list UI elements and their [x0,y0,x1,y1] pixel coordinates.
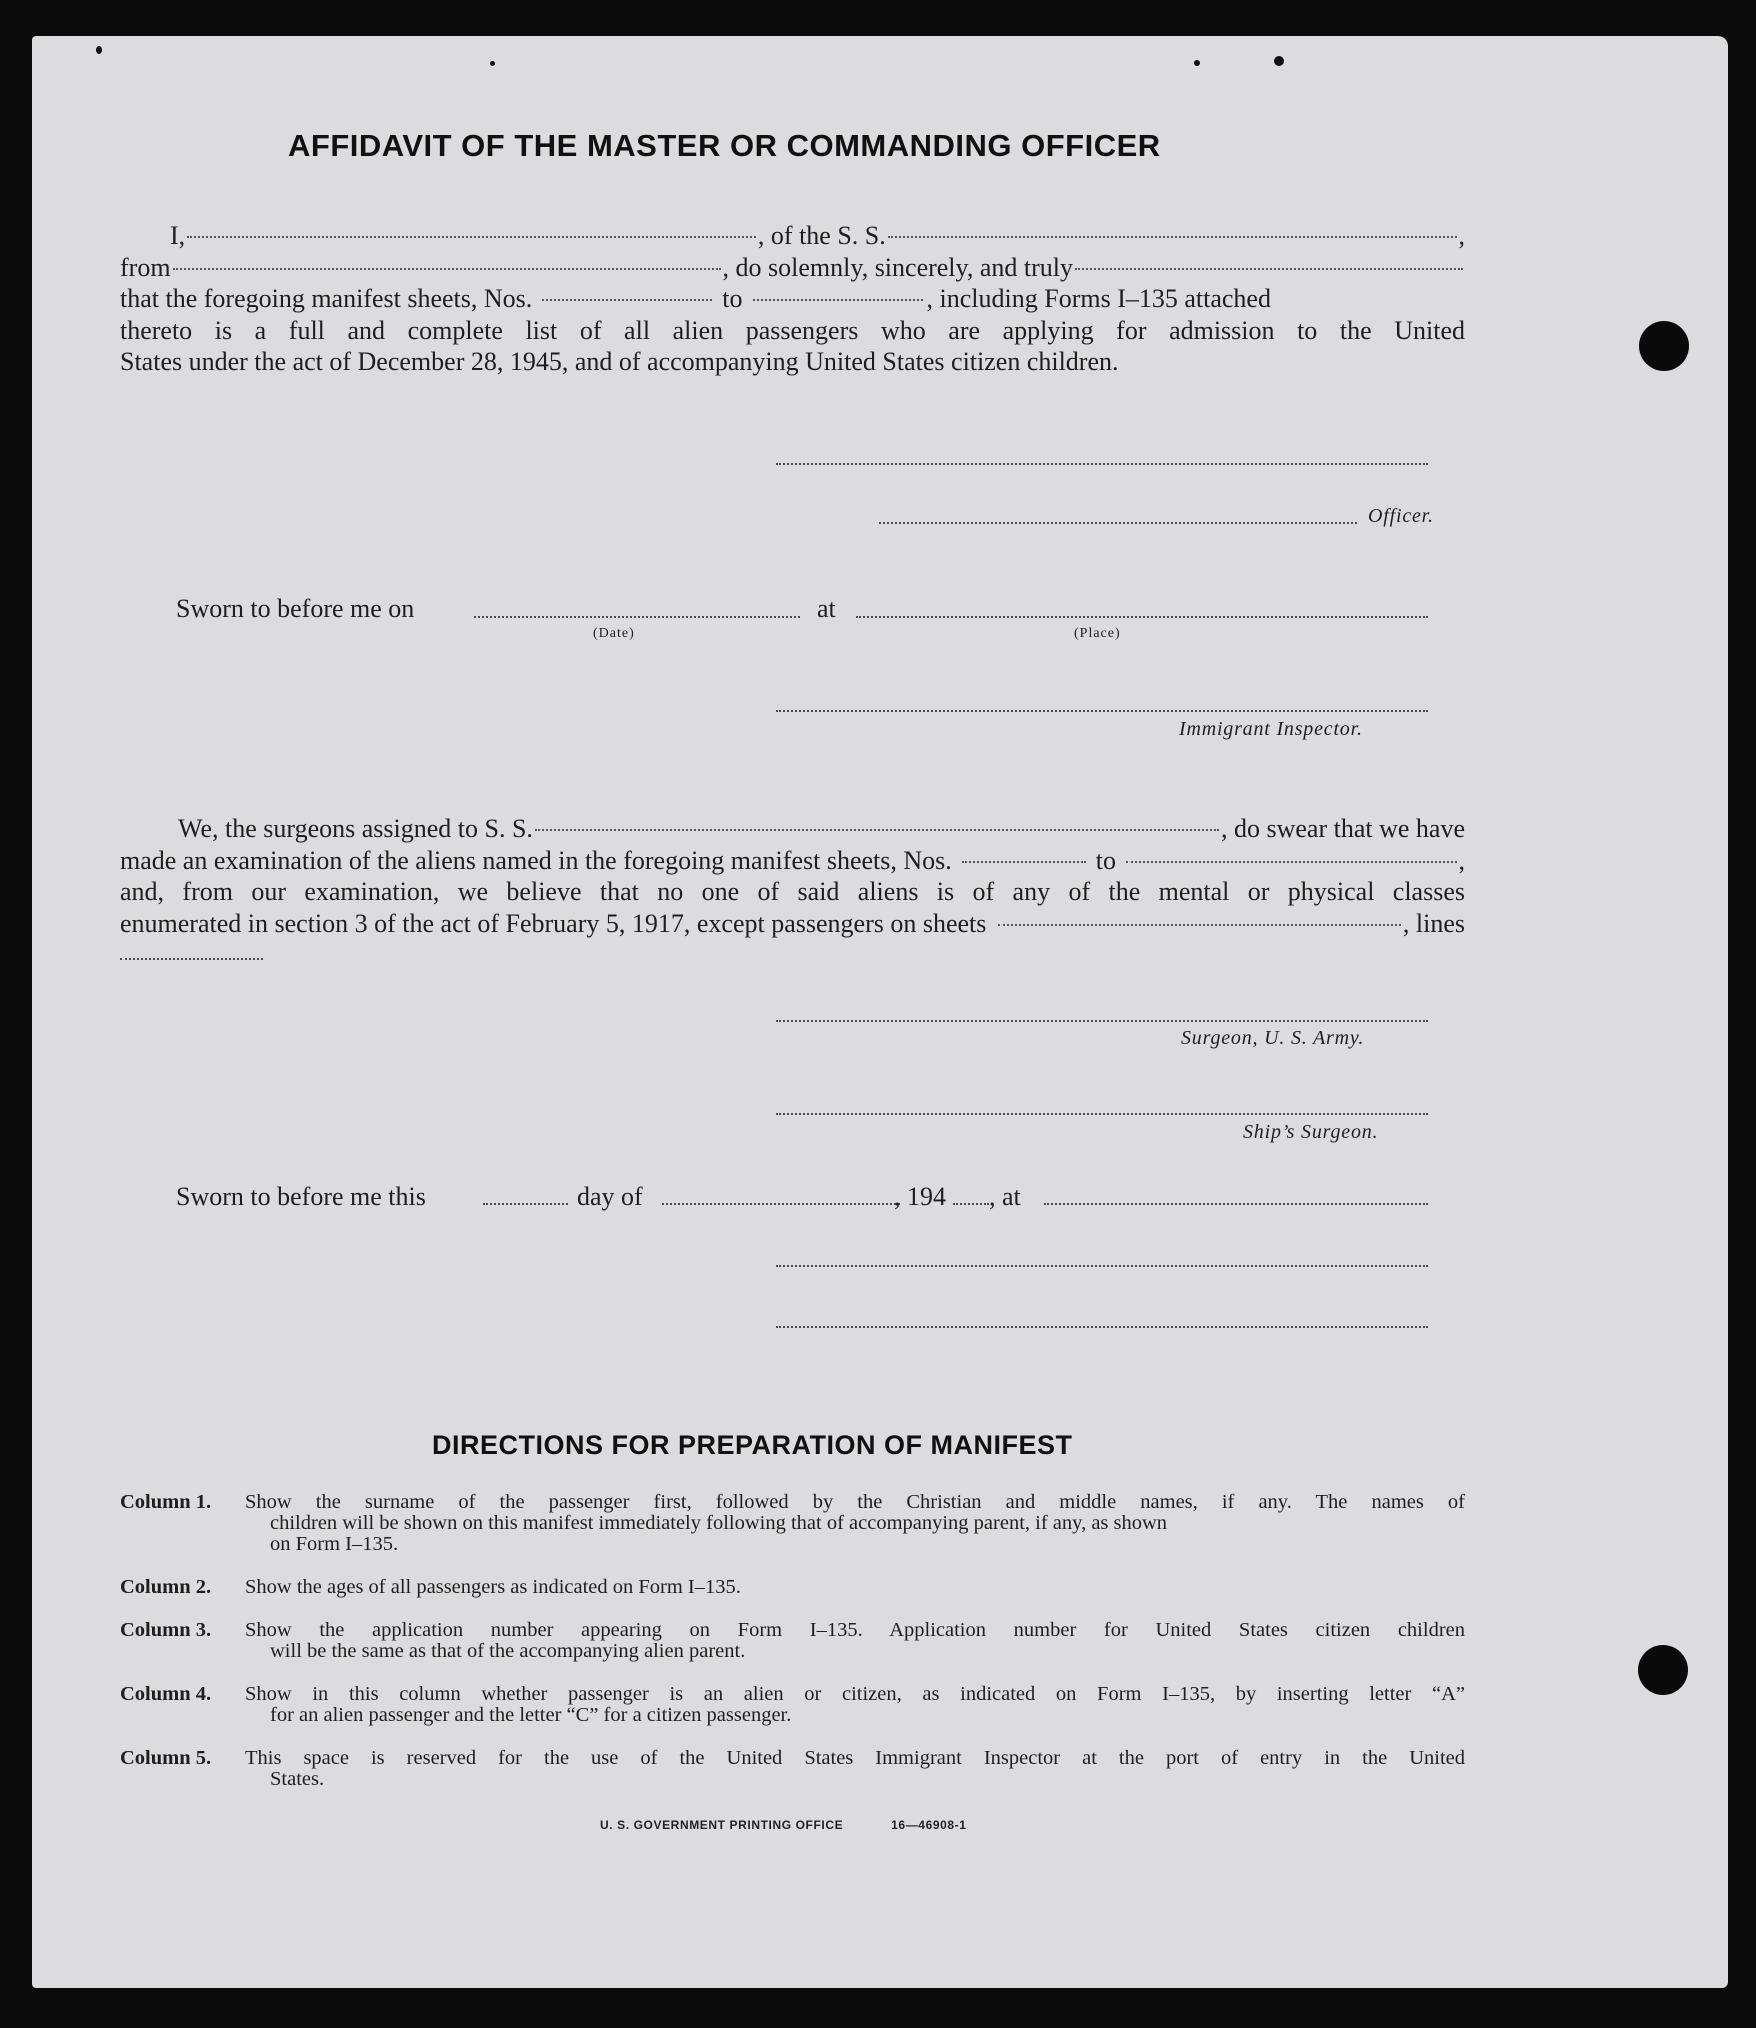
sworn-day-blank[interactable] [483,1203,568,1205]
sworn-year-blank[interactable] [953,1203,989,1205]
direction-text-continued: on Form I–135. [270,1533,399,1555]
affidavit-title: AFFIDAVIT OF THE MASTER OR COMMANDING OFFICER [288,128,1161,163]
direction-text: Show the application number appearing on Form I–135. Application number for United States citizen children [245,1619,1465,1641]
column-number: Column 3. [120,1619,212,1641]
column-number: Column 2. [120,1576,212,1598]
sheets-to-blank[interactable] [753,299,923,301]
sheets-from-blank[interactable] [542,299,712,301]
master-signature-line[interactable] [776,463,1428,465]
officer-signature-line[interactable] [879,522,1357,524]
sworn-date-row: Sworn to before me on [176,594,415,623]
punch-hole-top [1639,321,1689,371]
sworn-place-blank[interactable] [856,616,1428,618]
sworn-date-blank[interactable] [474,616,800,618]
direction-text-continued: for an alien passenger and the letter “C” for a citizen passenger. [270,1704,792,1726]
directions-title: DIRECTIONS FOR PREPARATION OF MANIFEST [432,1430,1073,1460]
witness-signature-line-2[interactable] [776,1326,1428,1328]
ship-surgeon-signature-line[interactable] [776,1113,1428,1115]
except-lines-blank[interactable] [120,958,263,960]
ship-surgeon-label: Ship’s Surgeon. [1243,1121,1379,1143]
witness-signature-line-1[interactable] [776,1265,1428,1267]
printer-imprint: U. S. GOVERNMENT PRINTING OFFICE 16—46908-1 [600,1818,967,1832]
direction-text: This space is reserved for the use of the United States Immigrant Inspector at the port of entry in the United [245,1747,1465,1769]
exam-sheets-from-blank[interactable] [962,861,1086,863]
column-number: Column 4. [120,1683,212,1705]
punch-hole-bottom [1638,1645,1688,1695]
exam-sheets-to-blank[interactable] [1126,861,1457,863]
sworn-month-blank[interactable] [662,1203,900,1205]
officer-label: Officer. [1368,505,1434,527]
surgeon-ship-blank[interactable] [535,829,1219,831]
direction-text-continued: States. [270,1768,325,1790]
direction-item [120,1620,1465,1662]
surgeons-paragraph: We, the surgeons assigned to S. S. , do swear that we have made an examination of the aliens named in the foregoing manifest sheets, Nos. to , and, from our examination, we believe that no one of said aliens is of any of the mental or physical classes enumerated in section 3 of the act of February 5, 1917, except passengers on sheets , lines [120,814,1465,938]
direction-text-continued: will be the same as that of the accompanying alien parent. [270,1640,746,1662]
column-number: Column 1. [120,1491,212,1513]
port-from-blank[interactable] [173,268,721,270]
direction-item [120,1748,1465,1790]
affidavit-paragraph: I, , of the S. S. , from , do solemnly, sincerely, and truly that the foregoing manifest sheets, Nos. to , including Forms I–135 attached thereto is a full and complete list of all alien passengers who are applying for admission to the United States under the act of December 28, 1945, and of accompanying United States citizen children. [120,221,1466,376]
direction-item [120,1577,1465,1598]
inspector-label: Immigrant Inspector. [1179,718,1363,740]
ship-name-blank[interactable] [888,236,1457,238]
direction-item [120,1492,1465,1555]
army-surgeon-label: Surgeon, U. S. Army. [1181,1027,1365,1049]
officer-name-blank[interactable] [187,236,756,238]
directions-list [120,1492,1465,1812]
inspector-signature-line[interactable] [776,710,1428,712]
place-caption: (Place) [1074,626,1121,641]
form-page: AFFIDAVIT OF THE MASTER OR COMMANDING OFFICER I, , of the S. S. , from , do solemnly, sincerely, and truly that the foregoing manifest sheets, Nos. to , including Forms I–135 attached thereto is a full and complete list of all alien passengers who are applying for admission to the United States under the act of December 28, 1945, and of accompanying United States citizen children. Officer. Sworn to before me on at (Date) (Place) Immigrant Inspector. We, the surgeons assigned to S. S. , do swear that we have made an examination of the aliens named in the foregoing manifest sheets, Nos. to , and, from our examination, we believe that no one of said aliens is of any of the mental or physical classes enumerated in section 3 of the act of February 5, 1917, except passengers on sheets , lines Surgeon, U. S. Army. Ship’s Surgeon. Sworn to before me this day of , 194 , at DIRECTIONS FOR PREPARATION OF MANIFEST Column 1. Show the surname of the passenger first, followed by the Christian and middle names, if any. The names of children will be shown on this manifest immediately following that of accompanying parent, if any, as shown on Form I–135. Column 2. Show the ages of all passengers as indicated on Form I–135. Column 3. Show the application number appearing on Form I–135. Application number for United States citizen children will be the same as that of the accompanying alien parent. Column 4. Show in this column whether passenger is an alien or citizen, as indicated on Form I–135, by inserting letter “A” for an alien passenger and the letter “C” for a citizen passenger. Column 5. This space is reserved for the use of the United States Immigrant Inspector at the port of entry in the United States. U. S. GOVERNMENT PRINTING OFFICE 16—46908-1 [32,36,1728,1988]
direction-text: Show the surname of the passenger first, followed by the Christian and middle names, if any. The names of [245,1491,1465,1513]
except-sheets-blank[interactable] [998,924,1400,926]
column-number: Column 5. [120,1747,212,1769]
army-surgeon-signature-line[interactable] [776,1020,1428,1022]
direction-text: Show the ages of all passengers as indicated on Form I–135. [245,1576,741,1598]
date-caption: (Date) [593,626,635,641]
direction-item [120,1684,1465,1726]
direction-text: Show in this column whether passenger is an alien or citizen, as indicated on Form I–135, by inserting letter “A” [245,1683,1465,1705]
declaration-blank[interactable] [1075,268,1463,270]
sworn-day-row: Sworn to before me this [176,1182,426,1211]
direction-text-continued: children will be shown on this manifest immediately following that of accompanying parent, if any, as shown [270,1512,1168,1534]
sworn-location-blank[interactable] [1044,1203,1428,1205]
